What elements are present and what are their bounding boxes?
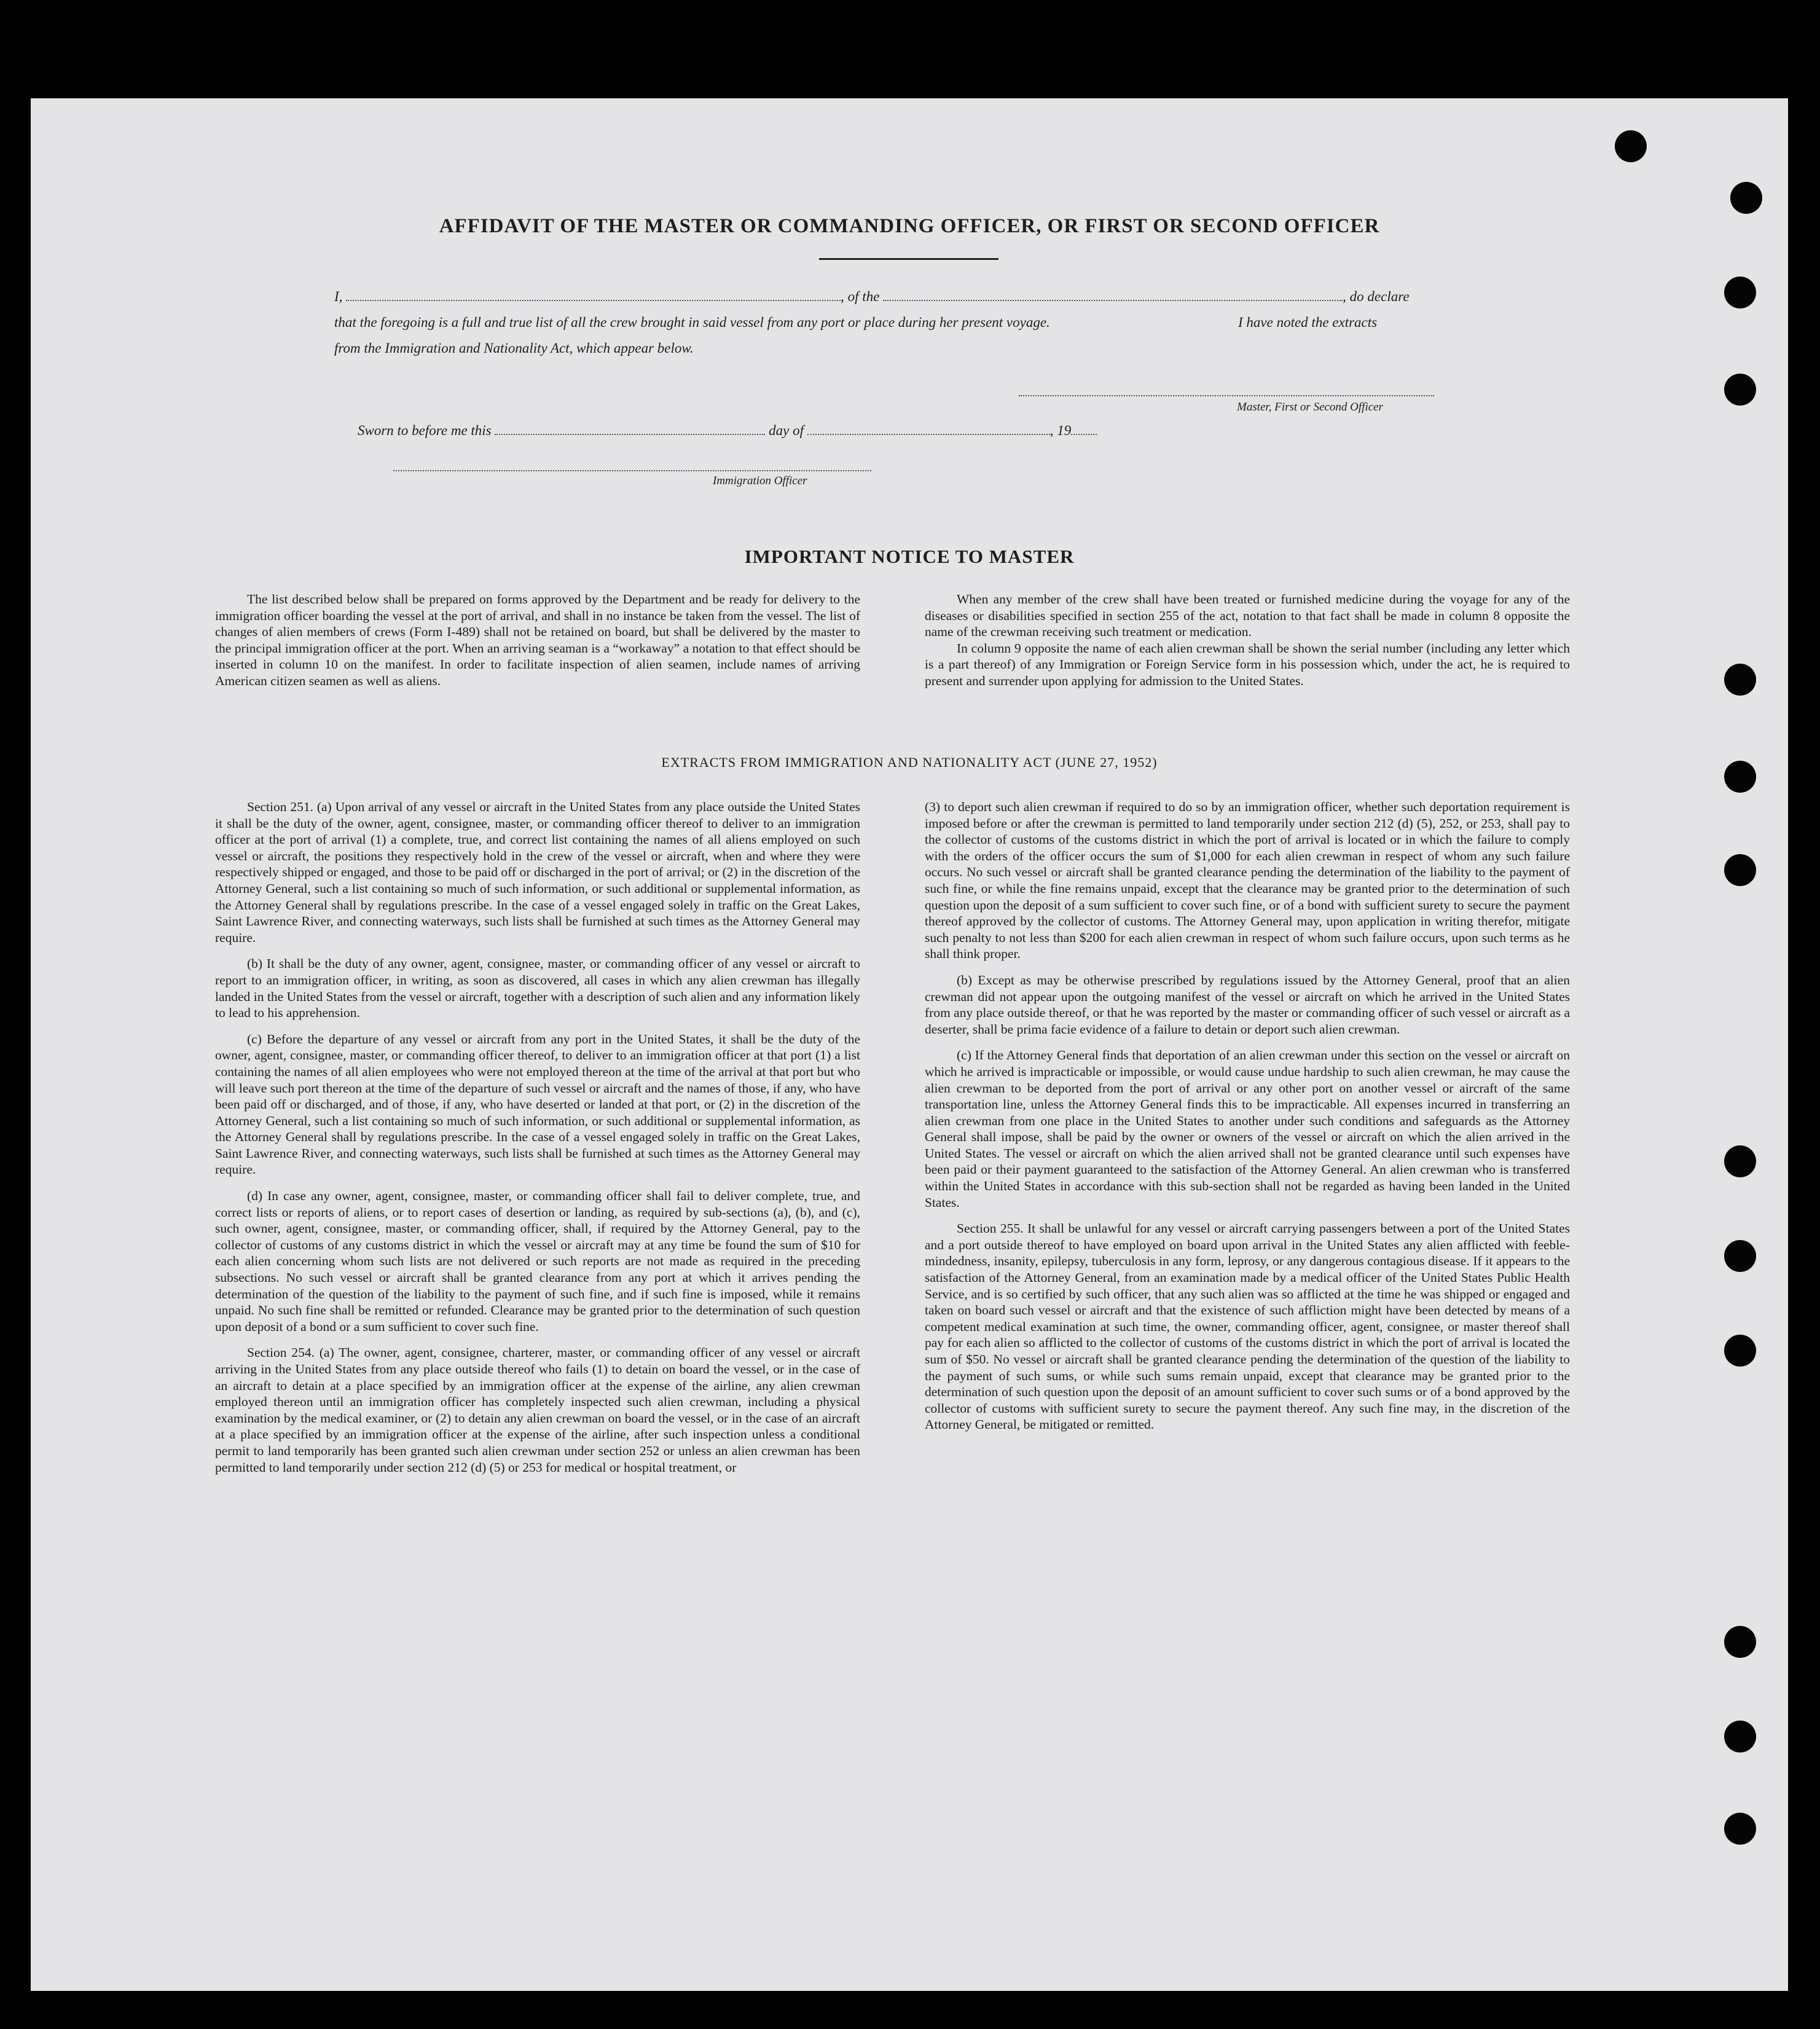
officer-signature-label: Immigration Officer (713, 474, 807, 487)
declaration-text: that the foregoing is a full and true list of all the crew brought in said vessel from any port or place during her present voyage. (334, 315, 1050, 330)
declaration-text-right: I have noted the extracts (1238, 315, 1378, 330)
notice-right-column (925, 591, 1570, 699)
sworn-day-blank[interactable] (495, 433, 765, 435)
section-paragraph: Section 254. (a) The owner, agent, consignee, charterer, master, or commanding officer of any vessel or aircraft arriving in the United States from any place outside thereof who fails (1) to detain on board the vessel, or in the case of an aircraft to detain at a place specified by an immigration officer at the expense of the airline, any alien crewman employed thereon until an immigration officer has completely inspected such alien crewman, including a physical examination by the medical examiner, or (2) to detain any alien crewman on board the vessel, or in the case of an aircraft at a place specified by an immigration officer at the expense of the airline, after such inspection unless a conditional permit to land temporarily has been granted such alien crewman under section 252 or unless an alien crewman has been permitted to land temporarily under section 212 (d) (5) or 253 for medical or hospital treatment, or (215, 1345, 860, 1475)
declaration-line-2 (334, 315, 1050, 331)
declaration-line-3 (334, 340, 694, 356)
declaration-line-1 (334, 289, 1410, 305)
section-paragraph: (c) Before the departure of any vessel or aircraft from any port in the United States, it shall be the duty of the owner, agent, consignee, master, or commanding officer thereof, to deliver to an immigration officer at that port (1) a list containing the names of all alien employees who were not employed thereon at the time of the arrival at that port but who will leave such port thereon at the time of the departure of such vessel or aircraft and the names of those, if any, who have been paid off or discharged, and of those, if any, who have deserted or landed at that port, or (2) in the discretion of the Attorney General, such a list containing so much of such information, or such additional or supplemental information, as the Attorney General shall by regulations prescribe. In the case of a vessel engaged solely in traffic on the Great Lakes, Saint Lawrence River, and connecting waterways, such lists shall be furnished at such times as the Attorney General may require. (215, 1031, 860, 1177)
year-label: , 19 (1049, 423, 1072, 438)
declare-label: , do declare (1343, 289, 1410, 304)
section-paragraph: (3) to deport such alien crewman if required to do so by an immigration officer, whether such deportation requirement is imposed before or after the crewman is permitted to land temporarily under section 212 (d) (5), 252, or 253, shall pay to the collector of customs of the customs district in which the port of arrival is located or in which the failure to comply with the orders of the officer occurs the sum of $1,000 for each alien crewman in respect of whom any such failure occurs. No such vessel or aircraft shall be granted clearance pending the determination of the liability to the payment of such fine, or while the fine remains unpaid, except that the clearance may be granted prior to the determination of such question upon the deposit of a sum sufficient to cover such fine, or of a bond with sufficient surety to secure the payment thereof approved by the collector of customs. The Attorney General may, upon application in writing therefor, mitigate such penalty to not less than $200 for each alien crewman in respect of whom such failure occurs, upon such terms as he shall think proper. (925, 799, 1570, 962)
title-rule (819, 258, 998, 260)
notice-paragraph: In column 9 opposite the name of each alien crewman shall be shown the serial number (including any letter which is a part thereof) of any Immigration or Foreign Service form in his possession which, under the act, he is required to present and surrender upon applying for admission to the United States. (925, 640, 1570, 688)
sworn-label: Sworn to before me this (358, 423, 492, 438)
vessel-label: , of the (841, 289, 880, 304)
extracts-title: EXTRACTS FROM IMMIGRATION AND NATIONALITY ACT (JUNE 27, 1952) (661, 755, 1158, 770)
name-blank[interactable] (346, 299, 841, 301)
section-paragraph: Section 255. It shall be unlawful for any vessel or aircraft carrying passengers between a port of the United States and a port outside thereof to have employed on board upon arrival in the United States any alien afflicted with feeble-mindedness, insanity, epilepsy, tuberculosis in any form, leprosy, or any dangerous contagious disease. If it appears to the satisfaction of the Attorney General, from an examination made by a medical officer of the United States Public Health Service, and is so certified by such officer, that any such alien was so afflicted at the time he was shipped or engaged and taken on board such vessel or aircraft and that the existence of such affliction might have been detected by means of a competent medical examination at such time, the owner, commanding officer, agent, consignee, or master thereof shall pay for each alien so afflicted to the collector of customs of the customs district in which the port of arrival is located the sum of $50. No vessel or aircraft shall be granted clearance pending the determination of the question of the liability to the payment of such sums, or while such sums remain unpaid, except that clearance may be granted prior to the determination of such question upon the deposit of an amount sufficient to cover such sums or of a bond approved by the collector of customs with sufficient surety to secure the payment thereof. Any such fine may, in the discretion of the Attorney General, be mitigated or remitted. (925, 1221, 1570, 1432)
declarant-label: I, (334, 289, 343, 304)
extracts-right-column (925, 799, 1570, 1443)
section-paragraph: (d) In case any owner, agent, consignee, master, or commanding officer shall fail to deliver complete, true, and correct lists or reports of aliens, or to report cases of desertion or landing, as required by sub-sections (a), (b), and (c), such owner, agent, consignee, master, or commanding officer, shall, if required by the Attorney General, pay to the collector of customs of any customs district in which the vessel or aircraft may at any time be found the sum of $10 for each alien concerning whom such lists are not delivered or such reports are not made as required in the preceding subsections. No such vessel or aircraft shall be granted clearance from any port at which it arrives pending the determination of the question of the liability to the payment of such fine, and if such fine is imposed, while it remains unpaid. No such fine shall be remitted or refunded. Clearance may be granted prior to the determination of such question upon deposit of a bond or a sum sufficient to cover such fine. (215, 1188, 860, 1334)
notice-paragraph: When any member of the crew shall have been treated or furnished medicine during the voyage for any of the diseases or disabilities specified in section 255 of the act, notation to that fact shall be made in column 8 opposite the name of the crewman receiving such treatment or medication. (925, 592, 1570, 640)
section-paragraph: (b) Except as may be otherwise prescribed by regulations issued by the Attorney General, proof that an alien crewman did not appear upon the outgoing manifest of the vessel or aircraft on which he arrived in the United States from any place outside thereof, or that he was reported by the master or commanding officer of such vessel or aircraft as a deserter, shall be prima facie evidence of a failure to detain or deport such alien crewman. (925, 972, 1570, 1037)
declaration-line-2-right (1238, 315, 1377, 331)
day-of-label: day of (769, 423, 804, 438)
notice-title: IMPORTANT NOTICE TO MASTER (744, 546, 1075, 567)
section-paragraph: (b) It shall be the duty of any owner, agent, consignee, master, or commanding officer of any vessel or aircraft to report to an immigration officer, in writing, as soon as discovered, all cases in which any alien crewman has illegally landed in the United States from the vessel or aircraft, together with a description of such alien and any information likely to lead to his apprehension. (215, 956, 860, 1021)
section-paragraph: (c) If the Attorney General finds that deportation of an alien crewman under this section on the vessel or aircraft on which he arrived is impracticable or impossible, or would cause undue hardship to such alien crewman, he may cause the alien crewman to be deported from the port of arrival or any other port on another vessel or aircraft of the same transportation line, unless the Attorney General finds this to be impracticable. All expenses incurred in transferring an alien crewman from one place in the United States to another under such conditions and safeguards as the Attorney General shall impose, shall be paid by the owner or owners of the vessel or aircraft on which the alien arrived in the United States. The vessel or aircraft on which the alien arrived shall not be granted clearance until such expenses have been paid or their payment guaranteed to the satisfaction of the Attorney General. An alien crewman who is transferred within the United States in accordance with this sub-section shall not be regarded as having been landed in the United States. (925, 1048, 1570, 1210)
declaration-text-end: from the Immigration and Nationality Act, which appear below. (334, 340, 694, 356)
vessel-blank[interactable] (883, 299, 1343, 301)
sworn-line (358, 423, 1097, 439)
master-signature-label: Master, First or Second Officer (1237, 401, 1384, 414)
sworn-month-blank[interactable] (807, 433, 1050, 435)
master-signature-line[interactable] (1019, 394, 1434, 396)
document-page (31, 98, 1788, 1991)
extracts-left-column (215, 799, 860, 1485)
section-paragraph: Section 251. (a) Upon arrival of any vessel or aircraft in the United States from any place outside the United States it shall be the duty of the owner, agent, consignee, master, or commanding officer thereof to deliver to an immigration officer at the port of arrival (1) a complete, true, and correct list containing the names of all aliens employed on such vessel or aircraft, the positions they respectively hold in the crew of the vessel or aircraft, when and where they were respectively shipped or engaged, and those to be paid off or discharged in the port of arrival; or (2) in the discretion of the Attorney General, such a list containing so much of such information, or such additional or supplemental information, as the Attorney General shall by regulations prescribe. In the case of a vessel engaged solely in traffic on the Great Lakes, Saint Lawrence River, and connecting waterways, such lists shall be furnished at such times as the Attorney General may require. (215, 799, 860, 945)
affidavit-title: AFFIDAVIT OF THE MASTER OR COMMANDING OFFICER, OR FIRST OR SECOND OFFICER (439, 215, 1380, 237)
form-content (31, 98, 1788, 1991)
notice-paragraph: The list described below shall be prepared on forms approved by the Department and be ready for delivery to the immigration officer boarding the vessel at the port of arrival, and shall in no instance be taken from the vessel. The list of changes of alien members of crews (Form I-489) shall not be retained on board, but shall be delivered by the master to the principal immigration officer at the port. When an arriving seaman is a “workaway” a notation to that effect should be inserted in column 10 on the manifest. In order to facilitate inspection of alien seamen, include names of arriving American citizen seamen as well as aliens. (215, 592, 860, 688)
notice-left-column (215, 591, 860, 699)
officer-signature-line[interactable] (393, 469, 871, 471)
sworn-year-blank[interactable] (1071, 433, 1097, 435)
